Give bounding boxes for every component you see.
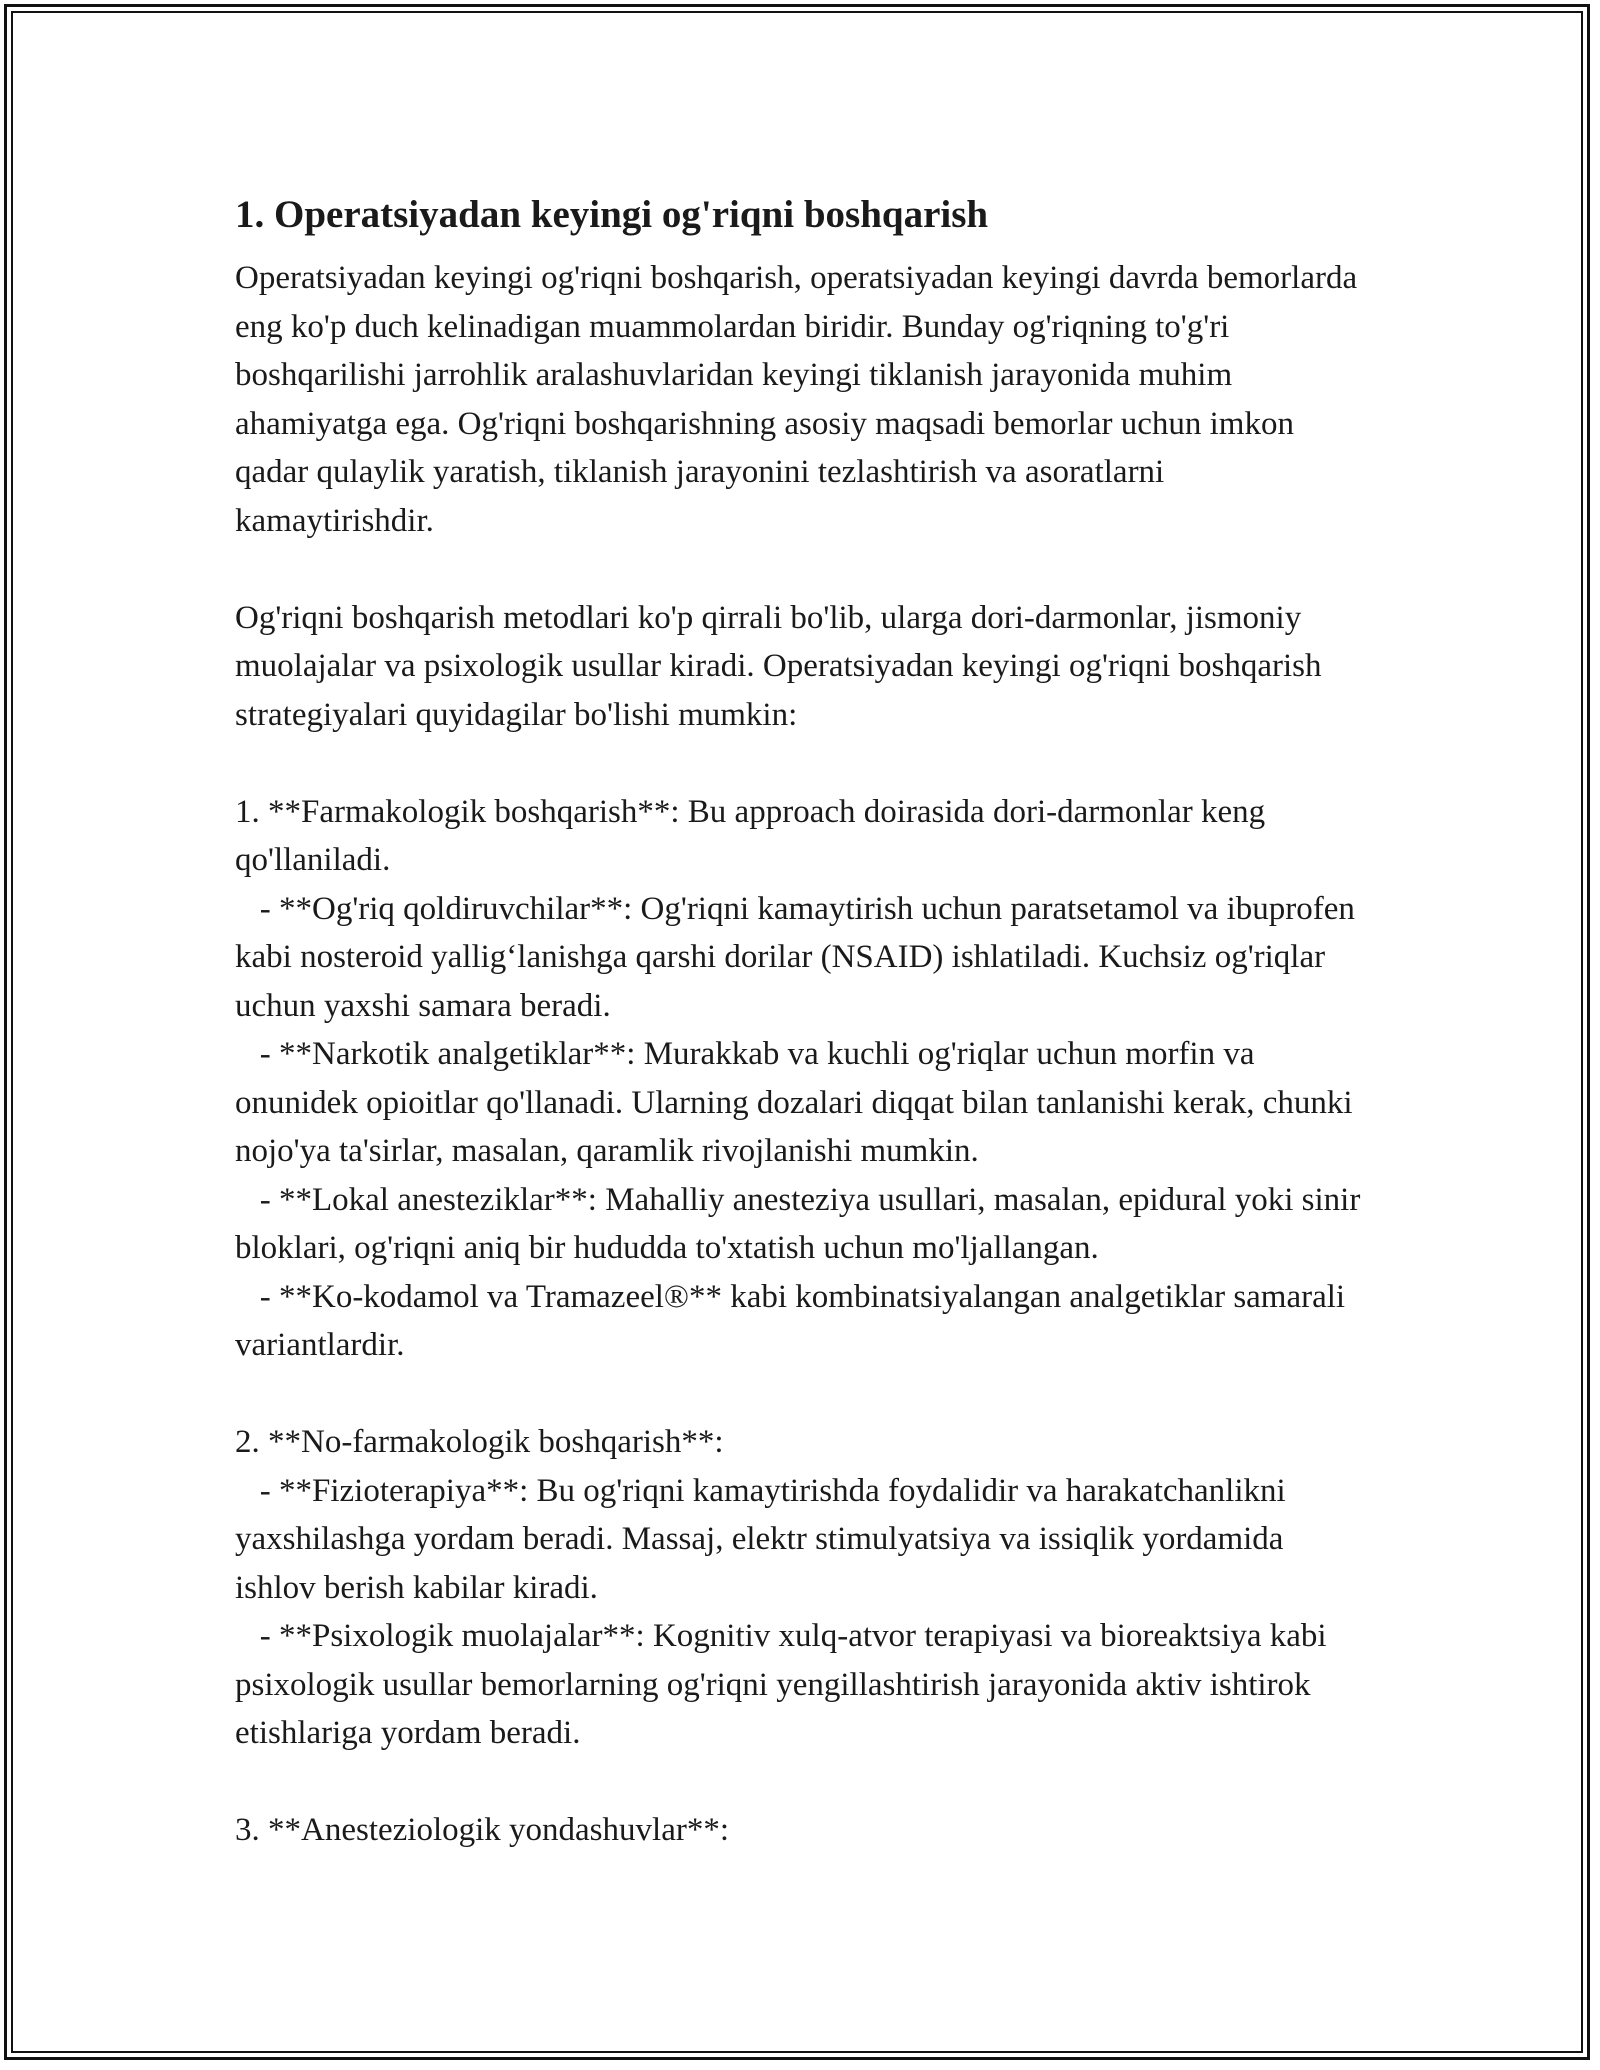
paragraph-spacer [235, 1758, 1365, 1807]
paragraph-spacer [235, 1370, 1365, 1419]
section-heading: 1. Operatsiyadan keyingi og'riqni boshqarish [235, 193, 989, 236]
sub-item-local-anesthetics: - **Lokal anesteziklar**: Mahalliy anesteziya usullari, masalan, epidural yoki sinir bloklari, og'riqni aniq bir hududda to'xtatish uchun mo'ljallangan. [235, 1181, 1369, 1266]
list-item-anesthesiological: 3. **Anesteziologik yondashuvlar**: [235, 1812, 730, 1848]
intro-paragraph-1: Operatsiyadan keyingi og'riqni boshqarish, operatsiyadan keyingi davrda bemorlarda eng ko'p duch kelinadigan muammolardan biridir. Bunday og'riqning to'g'ri boshqarilishi jarrohlik aralashuvlaridan keyingi tiklanish jarayonida muhim ahamiyatga ega. Og'riqni boshqarishning asosiy maqsadi bemorlar uchun imkon qadar qulaylik yaratish, tiklanish jarayonini tezlashtirish va asoratlarni kamaytirishdir. [235, 260, 1366, 539]
paragraph-spacer [235, 739, 1365, 788]
sub-item-combination-analgesics: - **Ko-kodamol va Tramazeel®** kabi kombinatsiyalangan analgetiklar samarali variantlardir. [235, 1278, 1354, 1363]
document-body [235, 180, 1369, 1855]
list-item-non-pharmacological: 2. **No-farmakologik boshqarish**: [235, 1424, 724, 1460]
intro-paragraph-2: Og'riqni boshqarish metodlari ko'p qirrali bo'lib, ularga dori-darmonlar, jismoniy muolajalar va psixologik usullar kiradi. Operatsiyadan keyingi og'riqni boshqarish strategiyalari quyidagilar bo'lishi mumkin: [235, 599, 1330, 733]
paragraph-spacer [235, 545, 1365, 594]
sub-item-psychological: - **Psixologik muolajalar**: Kognitiv xulq-atvor terapiyasi va bioreaktsiya kabi psixologik usullar bemorlarning og'riqni yengillashtirish jarayonida aktiv ishtirok etishlariga yordam beradi. [235, 1618, 1335, 1751]
sub-item-pain-relievers: - **Og'riq qoldiruvchilar**: Og'riqni kamaytirish uchun paratsetamol va ibuprofen kabi nosteroid yallig‘lanishga qarshi dorilar (NSAID) ishlatiladi. Kuchsiz og'riqlar uchun yaxshi samara beradi. [235, 890, 1364, 1024]
sub-item-narcotic-analgesics: - **Narkotik analgetiklar**: Murakkab va kuchli og'riqlar uchun morfin va onunidek opioitlar qo'llanadi. Ularning dozalari diqqat bilan tanlanishi kerak, chunki nojo'ya ta'sirlar, masalan, qaramlik rivojlanishi mumkin. [235, 1036, 1361, 1169]
sub-item-physiotherapy: - **Fizioterapiya**: Bu og'riqni kamaytirishda foydalidir va harakatchanlikni yaxshilashga yordam beradi. Massaj, elektr stimulyatsiya va issiqlik yordamida ishlov berish kabilar kiradi. [235, 1472, 1294, 1606]
list-item-pharmacological: 1. **Farmakologik boshqarish**: Bu approach doirasida dori-darmonlar keng qo'llaniladi. [235, 793, 1274, 878]
